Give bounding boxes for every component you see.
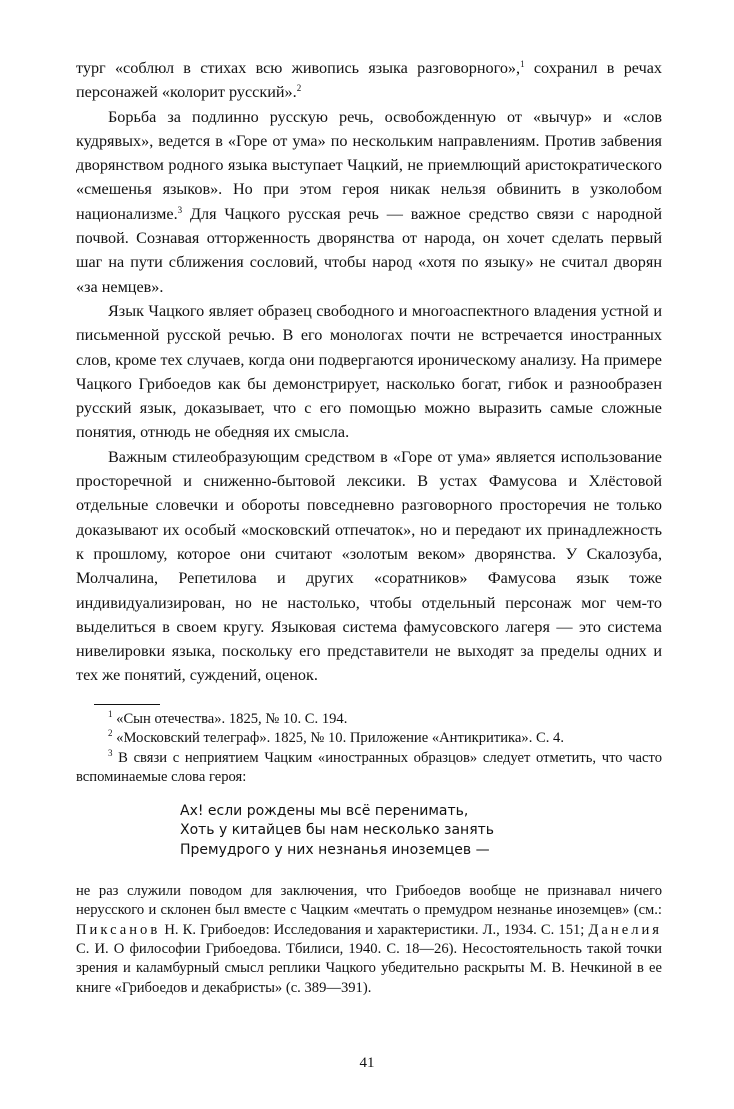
verse-quote	[180, 802, 662, 860]
main-text	[76, 56, 662, 688]
footnote-mark: 3	[108, 747, 113, 758]
verse-line: Ах! если рождены мы всё перенимать,	[180, 803, 469, 820]
paragraph-3	[76, 299, 662, 445]
footnote-mark: 2	[108, 728, 113, 739]
footnote-ref: 3	[177, 204, 183, 215]
footnote-ref: 2	[296, 83, 302, 94]
footnote-3	[76, 749, 662, 788]
footnote-text: В связи с неприятием Чацким «иностранных образцов» следует отметить, что часто вспоминаемые слова героя:	[76, 749, 662, 785]
page-number: 41	[359, 1055, 375, 1071]
paragraph-2	[76, 105, 662, 299]
text-run: сохранил в речах персонажей «колорит русский».	[76, 59, 663, 102]
footnote-1	[76, 710, 662, 729]
text-run: Важным стилеобразующим средством в «Горе от ума» является использование просторечной и сниженно-бытовой лексики. В устах Фамусова и Хлёстовой отдельные словечки и обороты повседневно разговорного просторечия не только доказывают их особый «московский отпечаток», но и передают их принадлежность к прошлому, которое они считают «золотым веком» дворянства. У Скалозуба, Молчалина, Репетилова и других «соратников» Фамусова язык тоже индивидуализирован, но не настолько, чтобы отдельный персонаж мог чем-то выделиться в своем кругу. Языковая система фамусовского лагеря — это система нивелировки языка, поскольку его представители не выходят за пределы одних и тех же понятий, суждений, оценок.	[76, 447, 662, 685]
paragraph-1	[76, 56, 662, 105]
footnotes	[76, 710, 662, 998]
footnote-2	[76, 729, 662, 748]
footnote-divider	[94, 704, 160, 705]
footnote-mark: 1	[108, 709, 113, 719]
text-run: тург «соблюл в стихах всю живопись языка разговорного»,	[76, 59, 521, 77]
text-run: Борьба за подлинно русскую речь, освобожденную от «вычур» и «слов кудрявых», ведется в «Горе от ума» по нескольким направлениям. Против забвения дворянством родного языка выступает Чацкий, не приемлющий аристократического «смешенья языков». Но при этом героя никак нельзя обвинить в узколобом национализме.	[76, 107, 662, 223]
verse-line: Хоть у китайцев бы нам несколько занять	[180, 822, 495, 839]
text-run: Н. К. Грибоедов: Исследования и характеристики. Л., 1934. С. 151;	[160, 921, 589, 938]
text-run: не раз служили поводом для заключения, что Грибоедов вообще не признавал ничего нерусского и склонен был вместе с Чацким «мечтать о премудром незнанье иноземцев» (см.:	[76, 883, 662, 919]
text-run: Для Чацкого русская речь — важное средство связи с народной почвой. Сознавая отторженность дворянства от народа, он хочет сделать первый шаг на пути сближения сословий, чтобы народ «хотя по языку» не считал дворян «за немцев».	[76, 204, 662, 296]
paragraph-4	[76, 445, 662, 688]
text-run: С. И. О философии Грибоедова. Тбилиси, 1940. С. 18—26). Несостоятельность такой точки зрения и каламбурный смысл реплики Чацкого убедительно раскрыты М. В. Нечкиной в ее книге «Грибоедов и декабристы» (с. 389—391).	[76, 940, 662, 996]
text-run: Язык Чацкого являет образец свободного и многоаспектного владения устной и письменной русской речью. В его монологах почти не встречается иностранных слов, кроме тех случаев, когда они подвергаются ироническому анализу. На примере Чацкого Грибоедов как бы демонстрирует, насколько богат, гибок и разнообразен русский язык, доказывает, что с его помощью можно выразить самые сложные понятия, отнюдь не обедняя их смысла.	[76, 301, 662, 442]
footnote-3-continuation	[76, 882, 662, 998]
footnote-text: «Сын отечества». 1825, № 10. С. 194.	[116, 711, 348, 727]
verse-line: Премудрого у них незнанья иноземцев —	[180, 841, 490, 858]
footnote-text: «Московский телеграф». 1825, № 10. Приложение «Антикритика». С. 4.	[116, 730, 564, 747]
footnote-ref: 1	[520, 59, 525, 69]
author-name: Пиксанов	[76, 921, 161, 938]
author-name: Данелия	[588, 921, 662, 938]
